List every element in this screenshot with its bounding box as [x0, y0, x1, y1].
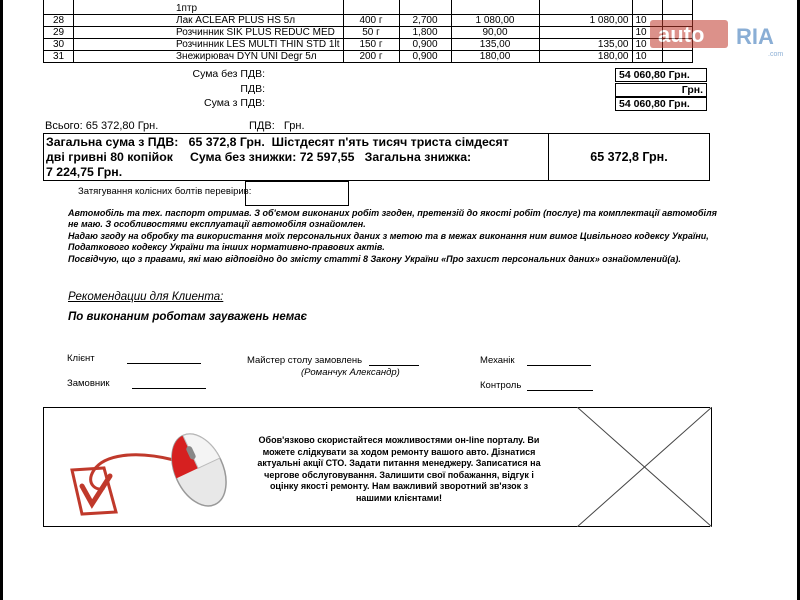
client-signature	[67, 353, 201, 364]
stamp-placeholder	[577, 407, 712, 527]
sum-no-vat-label: Сума без ПДВ:	[192, 68, 265, 80]
total-all-value: 65 372,80 Грн.	[85, 120, 159, 132]
total-vat-label: ПДВ:	[249, 120, 275, 132]
client-signature-line	[127, 354, 201, 364]
master-name: (Романчук Александр)	[301, 367, 400, 378]
computer-mouse-icon	[64, 420, 244, 518]
item-discount: 10	[632, 39, 662, 51]
item-name: Лак ACLEAR PLUS HS 5л	[74, 15, 344, 27]
item-qty: 50 г	[343, 27, 399, 39]
item-name: 1птр	[74, 0, 344, 15]
items-table	[43, 0, 693, 63]
note-consent: Надаю згоду на обробку та використання моїх персональних даних з метою та в межах виконання ним вимог Цивільного кодексу України, Податкового кодексу України та інших нормативно-правових актів.	[68, 231, 709, 252]
item-price: 0,900	[399, 51, 451, 63]
vat-value: Грн.	[615, 83, 707, 97]
sum-with-vat-label: Сума з ПДВ:	[203, 97, 265, 109]
table-row	[44, 27, 693, 39]
master-signature	[247, 355, 419, 366]
item-name: Розчинник SIK PLUS REDUC MED	[74, 27, 344, 39]
total-summary-box	[43, 133, 710, 181]
terms-notes	[68, 208, 718, 266]
auto-ria-logo	[650, 10, 790, 60]
wheel-bolts-signature-box	[245, 181, 349, 206]
item-discount: 10	[632, 51, 662, 63]
mechanic-label: Механік	[480, 355, 515, 366]
item-name: Знежирювач DYN UNI Degr 5л	[74, 51, 344, 63]
item-sum: 90,00	[451, 27, 539, 39]
customer-label: Замовник	[67, 378, 110, 389]
item-qty: 200 г	[343, 51, 399, 63]
vat-label: ПДВ:	[240, 83, 265, 95]
item-sum-discount: 1 080,00	[539, 15, 632, 27]
total-all-label: Всього:	[45, 120, 83, 132]
item-sum-discount	[539, 27, 632, 39]
item-sum-discount: 135,00	[539, 39, 632, 51]
item-num: 31	[44, 51, 74, 63]
wheel-bolts-label: Затягування колісних болтів перевірив:	[78, 186, 252, 197]
note-acceptance: Автомобіль та тех. паспорт отримав. З об'ємом виконаних робіт згоден, претензій до якості робіт (послуг) та комплектації автомобіля не маю. З особливостями експлуатації автомобіля ознайомлен.	[68, 208, 717, 229]
note-rights: Посвідчую, що з правами, які маю відповідно до змісту статті 8 Закону України «Про захист персональних даних» ознайомлений(а).	[68, 254, 681, 264]
watermark-domain-text: .com	[768, 51, 784, 58]
control-signature-line	[527, 381, 593, 391]
sum-with-vat-value: 54 060,80 Грн.	[615, 97, 707, 111]
item-sum: 135,00	[451, 39, 539, 51]
mechanic-signature-line	[527, 356, 591, 366]
total-all	[45, 120, 158, 132]
total-vat	[249, 120, 305, 132]
item-price: 0,900	[399, 39, 451, 51]
portal-message: Обов'язково скористайтеся можливостями он-line порталу. Ви можете слідкувати за ходом ремонту вашого авто. Дізнатися актуальні акції СТО. Задати питання менеджеру. Записатися на чергове обслуговування. Залишити свої побажання, відгук і оцінку якості ремонту. Нам важливий зворотний зв'язок з нашими клієнтами!	[257, 435, 541, 503]
watermark-ria-text: RIA	[736, 24, 774, 49]
sum-no-vat-value: 54 060,80 Грн.	[615, 68, 707, 82]
customer-signature	[67, 378, 206, 389]
item-sum: 180,00	[451, 51, 539, 63]
total-summary-text	[44, 134, 549, 180]
table-row	[44, 15, 693, 27]
table-row	[44, 39, 693, 51]
master-label: Майстер столу замовлень	[247, 355, 363, 366]
total-line-2: дві гривні 80 копійок Сума без знижки: 72 597,55 Загальна знижка:	[46, 150, 472, 164]
item-sum-discount: 180,00	[539, 51, 632, 63]
item-sum: 1 080,00	[451, 15, 539, 27]
item-num: 29	[44, 27, 74, 39]
total-vat-value: Грн.	[283, 120, 305, 132]
portal-box	[43, 407, 710, 527]
mechanic-signature	[480, 355, 591, 366]
item-num: 28	[44, 15, 74, 27]
item-discount: 10	[632, 27, 662, 39]
customer-signature-line	[132, 379, 206, 389]
item-qty: 150 г	[343, 39, 399, 51]
master-signature-line	[369, 356, 419, 366]
item-price: 1,800	[399, 27, 451, 39]
item-discount: 10	[632, 15, 662, 27]
control-label: Контроль	[480, 380, 522, 391]
table-row	[44, 0, 693, 15]
auto-ria-watermark	[650, 10, 790, 60]
total-line-3: 7 224,75 Грн.	[46, 165, 123, 179]
table-row	[44, 51, 693, 63]
left-edge	[0, 0, 3, 600]
cross-placeholder-icon	[577, 407, 712, 527]
recommendations-text: По виконаним роботам зауважень немає	[68, 311, 308, 323]
item-price: 2,700	[399, 15, 451, 27]
total-summary-value: 65 372,8 Грн.	[590, 150, 668, 164]
control-signature	[480, 380, 593, 391]
item-name: Розчинник LES MULTI THIN STD 1lt	[74, 39, 344, 51]
item-num: 30	[44, 39, 74, 51]
total-line-1: Загальна сума з ПДВ: 65 372,8 Грн. Шістдесят п'ять тисяч триста сімдесят	[46, 135, 509, 149]
watermark-auto-text: auto	[658, 22, 705, 47]
item-qty: 400 г	[343, 15, 399, 27]
client-label: Клієнт	[67, 353, 95, 364]
recommendations-title: Рекомендации для Клиента:	[68, 291, 224, 303]
